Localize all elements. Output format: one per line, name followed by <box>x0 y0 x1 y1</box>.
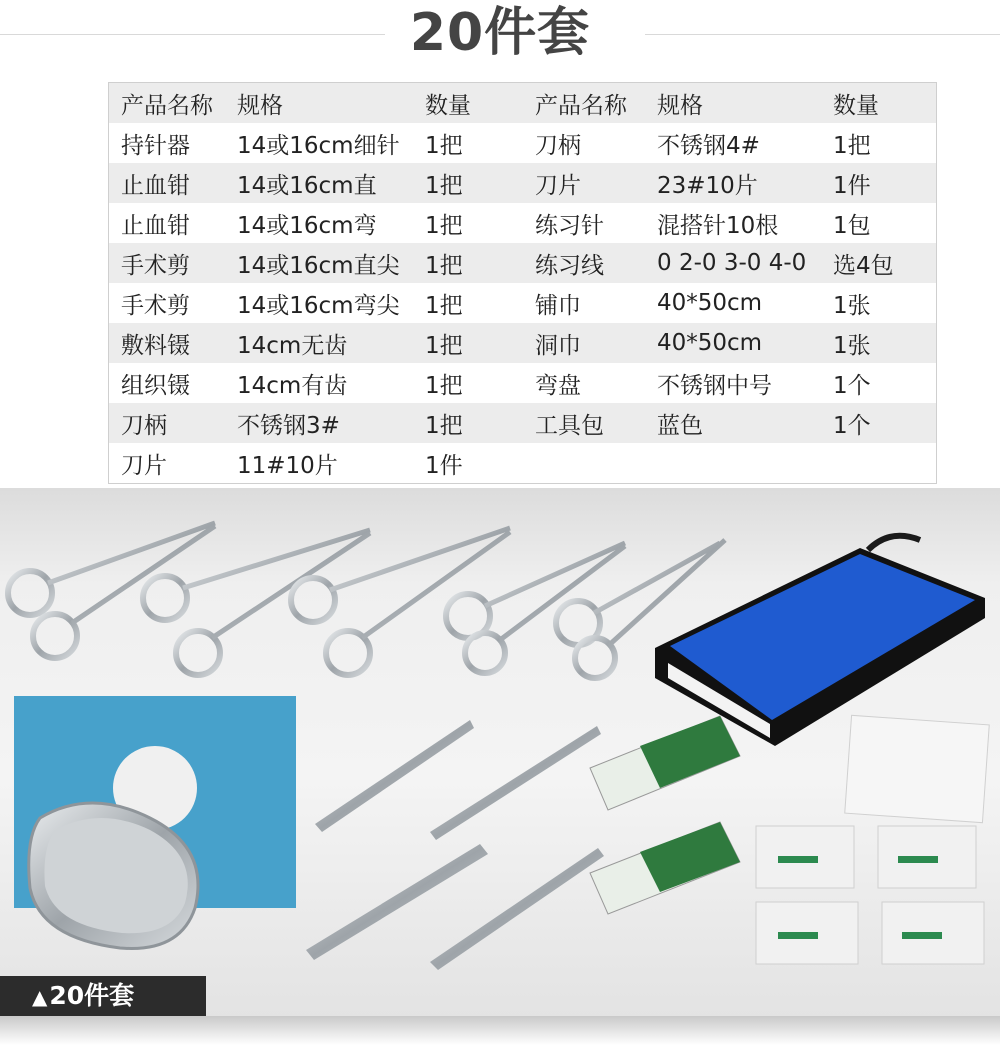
table-cell: 14cm有齿 <box>237 372 348 399</box>
table-cell: 刀柄 <box>535 132 581 159</box>
photo-caption <box>0 976 206 1016</box>
table-row <box>109 363 937 403</box>
table-header-cell: 产品名称 <box>121 92 213 119</box>
table-cell <box>645 443 821 484</box>
table-cell: 持针器 <box>121 132 190 159</box>
table-cell: 1包 <box>833 212 871 239</box>
table-cell: 0 2-0 3-0 4-0 <box>657 250 807 276</box>
table-cell: 14或16cm弯尖 <box>237 292 400 319</box>
page-title: 20件套 <box>409 3 591 63</box>
table-cell: 混搭针10根 <box>657 212 779 239</box>
table-row <box>109 243 937 283</box>
table-cell: 14或16cm直 <box>237 172 377 199</box>
table-cell: 刀片 <box>121 452 167 479</box>
table-cell: 11#10片 <box>237 452 338 479</box>
table-row <box>109 323 937 363</box>
table-cell: 1把 <box>425 132 463 159</box>
table-cell: 1把 <box>425 372 463 399</box>
table-row <box>109 123 937 163</box>
table-row <box>109 203 937 243</box>
table-cell: 14或16cm直尖 <box>237 252 400 279</box>
triangle-marker: ▲ <box>32 985 48 1009</box>
forceps-icon <box>315 720 601 840</box>
table-cell: 1件 <box>425 452 463 479</box>
table-cell: 洞巾 <box>535 332 581 359</box>
table-cell: 选4包 <box>833 252 894 279</box>
table-header-cell: 产品名称 <box>535 92 627 119</box>
table-cell: 铺巾 <box>535 292 581 319</box>
table-cell: 23#10片 <box>657 172 758 199</box>
table-cell: 不锈钢3# <box>237 412 340 439</box>
table-header-cell: 数量 <box>425 92 471 119</box>
instrument-case-icon <box>655 536 985 746</box>
table-cell: 止血钳 <box>121 172 190 199</box>
table-cell <box>821 443 937 484</box>
hemostat-icon <box>291 528 510 675</box>
scalpel-handle-icon <box>306 844 604 970</box>
table-cell: 敷料镊 <box>121 332 190 359</box>
spec-table <box>108 82 937 484</box>
table-header-cell: 数量 <box>833 92 879 119</box>
table-row <box>109 403 937 443</box>
table-cell: 弯盘 <box>535 372 581 399</box>
table-cell: 不锈钢4# <box>657 132 760 159</box>
table-header-cell: 规格 <box>657 92 703 119</box>
table-cell: 40*50cm <box>657 330 763 356</box>
table-cell: 1把 <box>425 212 463 239</box>
table-cell: 1把 <box>425 412 463 439</box>
needle-packet-icon <box>756 826 984 964</box>
table-cell: 1张 <box>833 292 871 319</box>
caption-text: 20件套 <box>49 981 135 1010</box>
table-cell: 1把 <box>833 132 871 159</box>
table-cell: 1个 <box>833 412 871 439</box>
table-cell <box>523 443 645 484</box>
table-row <box>109 443 937 484</box>
table-cell: 手术剪 <box>121 252 190 279</box>
table-cell: 1把 <box>425 292 463 319</box>
table-header-cell: 规格 <box>237 92 283 119</box>
table-cell: 刀柄 <box>121 412 167 439</box>
instruments-illustration <box>0 488 1000 1018</box>
table-cell: 1张 <box>833 332 871 359</box>
header <box>0 0 1000 70</box>
table-cell: 练习线 <box>535 252 604 279</box>
table-cell: 1把 <box>425 252 463 279</box>
table-cell: 组织镊 <box>121 372 190 399</box>
table-row <box>109 163 937 203</box>
table-cell: 1个 <box>833 372 871 399</box>
table-cell: 不锈钢中号 <box>657 372 772 399</box>
table-cell: 14或16cm细针 <box>237 132 400 159</box>
table-row <box>109 283 937 323</box>
table-cell: 40*50cm <box>657 290 763 316</box>
table-cell: 蓝色 <box>657 412 703 439</box>
table-header-row <box>109 83 937 124</box>
table-cell: 1把 <box>425 332 463 359</box>
product-photo <box>0 488 1000 1018</box>
table-cell: 手术剪 <box>121 292 190 319</box>
table-cell: 工具包 <box>535 412 604 439</box>
table-cell: 刀片 <box>535 172 581 199</box>
table-cell: 止血钳 <box>121 212 190 239</box>
table-cell: 14cm无齿 <box>237 332 348 359</box>
suture-pack-icon <box>590 716 740 914</box>
table-cell: 练习针 <box>535 212 604 239</box>
table-cell: 1把 <box>425 172 463 199</box>
table-cell: 14或16cm弯 <box>237 212 377 239</box>
photo-shadow <box>0 1016 1000 1045</box>
table-cell: 1件 <box>833 172 871 199</box>
